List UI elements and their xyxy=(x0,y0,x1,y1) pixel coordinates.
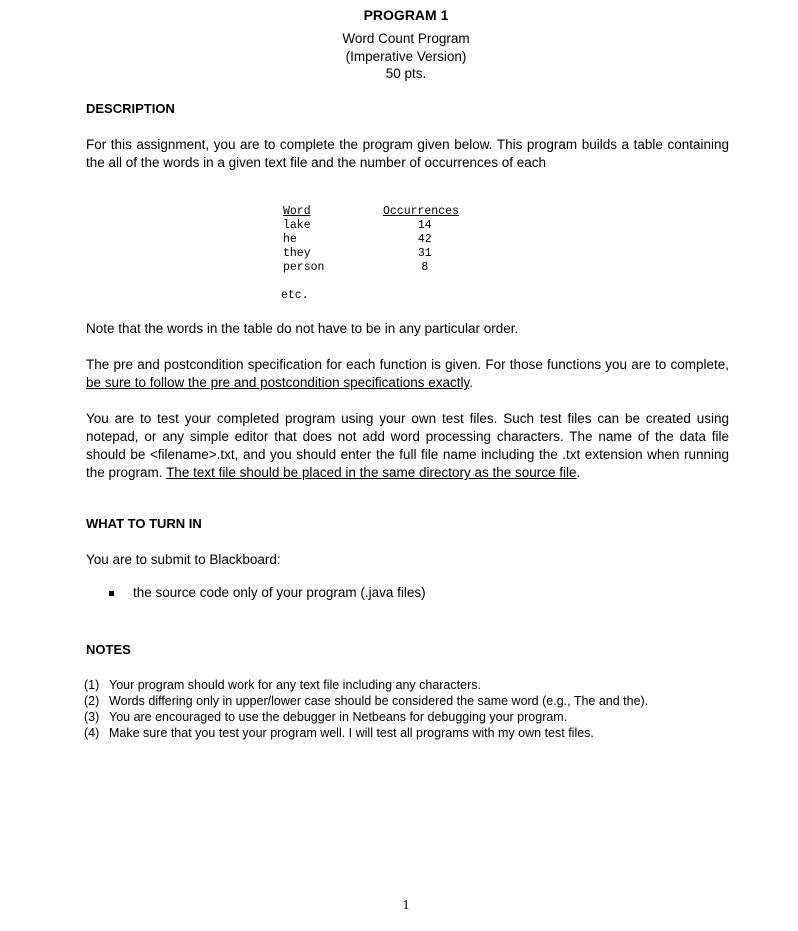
table-row xyxy=(283,247,463,261)
program-title: PROGRAM 1 xyxy=(363,7,449,23)
testing-period: . xyxy=(576,465,581,480)
list-item xyxy=(84,709,648,725)
table-row xyxy=(283,233,463,247)
table-cell-word: lake xyxy=(283,219,311,232)
list-item xyxy=(84,693,648,709)
page-number: 1 xyxy=(402,898,410,913)
note-number: (2) xyxy=(84,694,100,708)
spec-paragraph xyxy=(86,356,729,392)
table-cell-word: person xyxy=(283,261,325,274)
list-item xyxy=(84,725,648,741)
note-text: Your program should work for any text file including any characters. xyxy=(109,678,481,692)
note-number: (3) xyxy=(84,710,100,724)
table-row xyxy=(283,219,463,233)
turn-in-intro: You are to submit to Blackboard: xyxy=(86,552,281,567)
note-text: Words differing only in upper/lower case should be considered the same word (e.g., The and the). xyxy=(109,694,649,708)
note-number: (4) xyxy=(84,726,100,740)
table-cell-word: he xyxy=(283,233,297,246)
bullet-icon xyxy=(109,591,114,596)
column-header-occurrences: Occurrences xyxy=(383,205,459,218)
bullet-text: the source code only of your program (.java files) xyxy=(133,585,426,600)
spec-emphasis: be sure to follow the pre and postcondition specifications exactly xyxy=(86,375,470,390)
table-etc: etc. xyxy=(281,289,309,302)
testing-text: You are to test your completed program using your own test files. Such test files can be created using notepad, or any simple editor that does not add word processing characters. The name of the data file should be <filename>.txt, and you should enter the full file name including the .txt extension when running the program. xyxy=(86,411,729,480)
table-header-row xyxy=(283,205,463,219)
program-subtitle: Word Count Program xyxy=(342,31,470,46)
table-cell-count: 31 xyxy=(417,247,432,260)
table-row xyxy=(283,261,463,275)
order-note-paragraph: Note that the words in the table do not have to be in any particular order. xyxy=(86,321,519,336)
table-cell-count: 8 xyxy=(421,261,429,274)
column-header-word: Word xyxy=(283,205,311,218)
note-text: Make sure that you test your program well. I will test all programs with my own test files. xyxy=(109,726,594,740)
testing-paragraph xyxy=(86,410,729,482)
notes-heading: NOTES xyxy=(86,642,131,657)
list-item xyxy=(109,585,426,600)
table-cell-count: 14 xyxy=(417,219,432,232)
description-heading: DESCRIPTION xyxy=(86,101,175,116)
testing-emphasis: The text file should be placed in the same directory as the source file xyxy=(166,465,577,480)
spec-text: The pre and postcondition specification for each function is given. For those functions you are to complete, xyxy=(86,357,729,372)
word-count-table xyxy=(283,205,463,275)
list-item xyxy=(84,677,648,693)
notes-list xyxy=(84,677,648,741)
spec-period: . xyxy=(469,375,473,390)
turn-in-heading: WHAT TO TURN IN xyxy=(86,516,202,531)
note-number: (1) xyxy=(84,678,100,692)
description-paragraph: For this assignment, you are to complete the program given below. This program builds a table containing the all of the words in a given text file and the number of occurrences of each xyxy=(86,137,729,170)
table-cell-word: they xyxy=(283,247,311,260)
program-version: (Imperative Version) xyxy=(345,49,467,64)
program-points: 50 pts. xyxy=(385,66,427,81)
note-text: You are encouraged to use the debugger in Netbeans for debugging your program. xyxy=(109,710,568,724)
table-cell-count: 42 xyxy=(417,233,432,246)
